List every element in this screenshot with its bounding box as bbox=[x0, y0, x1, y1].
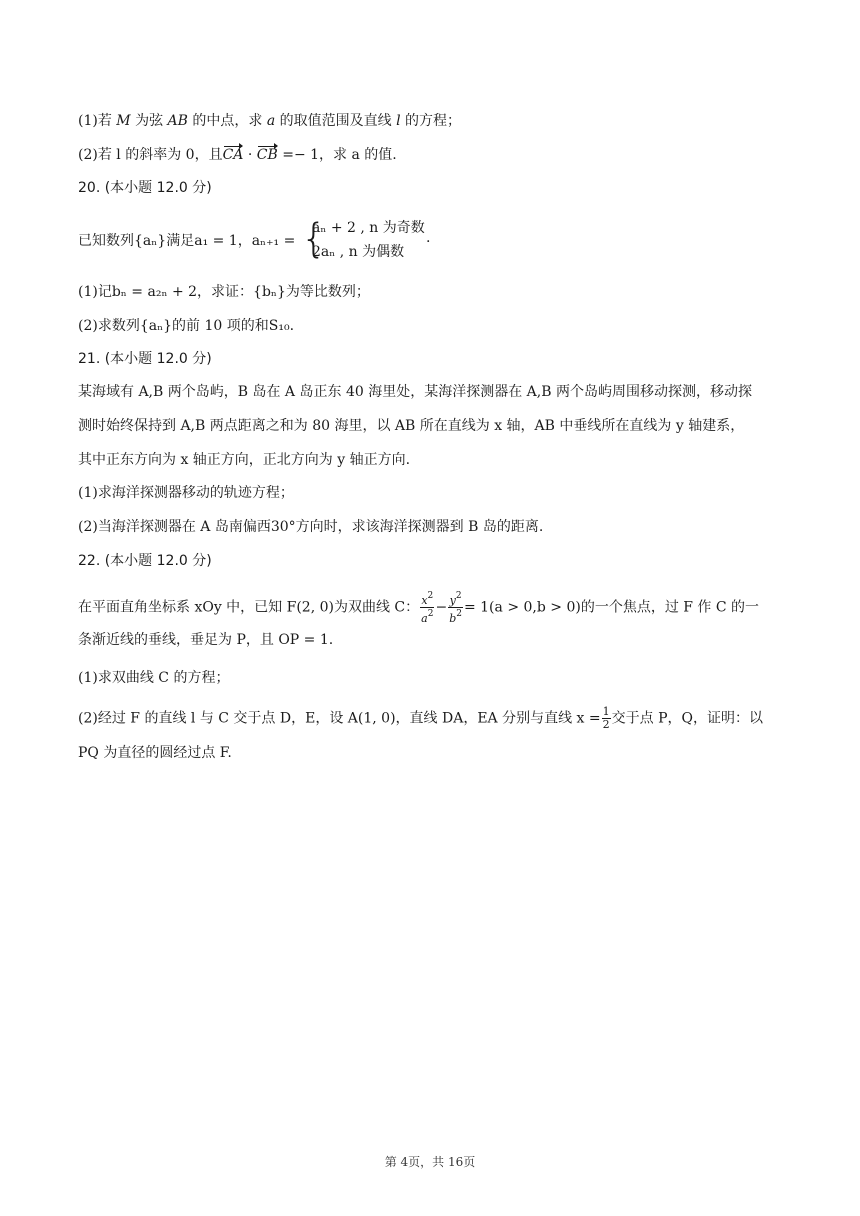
q22-stem-line2: 条渐近线的垂线，垂足为 P，且 OP = 1. bbox=[78, 632, 334, 648]
q19-part2-suffix: ，求 a 的值. bbox=[319, 147, 397, 163]
q22-stem-suffix: = 1(a > 0,b > 0)的一个焦点，过 F 作 C 的一 bbox=[463, 599, 760, 616]
q20-case-even: 2aₙ , n 为偶数 bbox=[312, 244, 405, 260]
q19-part2: (2)若 l 的斜率为 0，且CA · CB =− 1，求 a 的值. bbox=[78, 147, 397, 163]
q19-part1: (1)若 M 为弦 AB 的中点，求 a 的取值范围及直线 l 的方程； bbox=[78, 113, 462, 129]
q22-part2-prefix: (2)经过 F 的直线 l 与 C 交于点 D，E，设 A(1, 0)，直线 DA，EA 分别与直线 x = bbox=[78, 710, 601, 727]
q21-stem-line3: 其中正东方向为 x 轴正方向，正北方向为 y 轴正方向. bbox=[78, 452, 411, 468]
q21-stem-line2: 测时始终保持到 A,B 两点距离之和为 80 海里，以 AB 所在直线为 x 轴，AB 中垂线所在直线为 y 轴建系， bbox=[78, 418, 745, 434]
q21-stem-line1: 某海域有 A,B 两个岛屿，B 岛在 A 岛正东 40 海里处，某海洋探测器在 A,B 两个岛屿周围移动探测，移动探 bbox=[78, 384, 752, 400]
q22-stem-prefix: 在平面直角坐标系 xOy 中，已知 F(2, 0)为双曲线 C： bbox=[78, 599, 420, 616]
fraction-x2-a2: $\frac{x^2}{a^2}$ bbox=[421, 591, 434, 625]
vector-ca: CA bbox=[222, 147, 244, 163]
q20-case-odd: aₙ + 2 , n 为奇数 bbox=[312, 220, 425, 236]
fraction-y2-b2: $\frac{y^2}{b^2}$ bbox=[449, 591, 462, 625]
q20-intro-text: 已知数列{aₙ}满足a₁ = 1，aₙ₊₁ = bbox=[78, 233, 296, 249]
q21-part1: (1)求海洋探测器移动的轨迹方程； bbox=[78, 485, 294, 501]
fraction-one-half: $\frac{1}{2}$ bbox=[602, 705, 610, 731]
vector-cb: CB bbox=[256, 147, 278, 163]
page-footer: 第 4页，共 16页 bbox=[384, 1155, 476, 1169]
q21-part2: (2)当海洋探测器在 A 岛南偏西30°方向时，求该海洋探测器到 B 岛的距离. bbox=[78, 519, 544, 535]
piecewise-brace: { bbox=[301, 216, 327, 262]
q20-intro-period: . bbox=[426, 230, 431, 246]
q22-stem-line1: 在平面直角坐标系 xOy 中，已知 F(2, 0)为双曲线 C： $\frac{x^2}{a^2}$ − $\frac{y^2}{b^2}$ = 1(a > 0,b > 0)的一个焦点，过 F 作 C 的一 bbox=[78, 591, 760, 625]
q22-part2-line1 bbox=[78, 706, 763, 731]
q22-part2-line2: PQ 为直径的圆经过点 F. bbox=[78, 745, 232, 761]
q19-part2-prefix: (2)若 l 的斜率为 0，且 bbox=[78, 147, 223, 163]
q22-part1: (1)求双曲线 C 的方程； bbox=[78, 670, 230, 686]
q20-part1: (1)记bₙ = a₂ₙ + 2，求证：{bₙ}为等比数列； bbox=[78, 284, 370, 300]
q22-heading: 22. (本小题 12.0 分) bbox=[78, 553, 212, 569]
q20-part2: (2)求数列{aₙ}的前 10 项的和S₁₀. bbox=[78, 318, 295, 334]
q21-heading: 21. (本小题 12.0 分) bbox=[78, 351, 212, 367]
q22-part2-suffix: 交于点 P，Q，证明：以 bbox=[611, 710, 763, 727]
q20-heading: 20. (本小题 12.0 分) bbox=[78, 180, 212, 196]
